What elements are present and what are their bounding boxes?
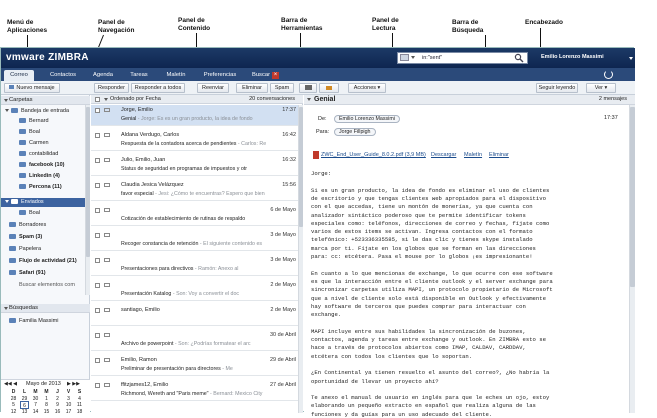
message-subject-line [121, 391, 276, 397]
folder-carmen[interactable] [19, 139, 89, 148]
conversation-count: 20 conversaciones [249, 96, 295, 102]
body-line: ¿En Continental ya tienen resuelto el asunto del correo?, ¿No habría la [311, 369, 550, 377]
folder-inbox[interactable] [5, 107, 89, 116]
message-row[interactable] [91, 130, 303, 151]
printer-icon [305, 85, 312, 90]
message-time: 17:37 [604, 115, 618, 121]
search-folder-icon [9, 318, 16, 323]
attachment-remove-link[interactable]: Eliminar [489, 152, 509, 158]
calendar-day[interactable]: 14 [32, 408, 39, 415]
list-scrollbar[interactable] [298, 105, 303, 413]
folders-header[interactable]: Carpetas [1, 96, 90, 105]
message-fragment: - Me [220, 366, 233, 372]
search-shared-link[interactable]: Buscar elementos com [19, 282, 75, 288]
envelope-icon [104, 158, 110, 162]
actions-label: Acciones [353, 85, 377, 91]
body-line: En cuanto a lo que mencionas de exchange, lo que ocurre con ese software [311, 269, 553, 277]
body-line: de escritorio y que tengas clientes web apropiados para el dispositivo [311, 194, 546, 202]
folder-icon [19, 162, 26, 167]
trash-icon [9, 246, 16, 251]
row-checkbox[interactable] [95, 283, 100, 288]
folder-label: Bernard [29, 118, 49, 124]
message-from: Jorge, Emilio [121, 107, 153, 113]
folder-label: Spam (3) [19, 234, 43, 240]
calendar-day[interactable]: 4 [78, 395, 81, 402]
message-fragment: - Son: ¿Podrías formatear el arc [173, 341, 251, 347]
search-icon[interactable] [514, 53, 524, 63]
envelope-icon [104, 383, 110, 387]
sender-label: De: [318, 116, 327, 122]
inbox-icon [11, 108, 18, 113]
navigation-panel [1, 95, 90, 413]
delete-button[interactable]: Eliminar [236, 83, 268, 93]
message-date: 16:42 [282, 132, 296, 138]
calendar-day-header: D [11, 389, 16, 395]
folder-trash[interactable] [9, 245, 89, 254]
message-date: 2 de Mayo [270, 282, 296, 288]
message-row[interactable] [91, 355, 303, 376]
calendar-month: Mayo de 2013 [26, 381, 61, 387]
view-button[interactable]: Ver ▾ [586, 83, 616, 93]
message-date: 16:32 [282, 157, 296, 163]
toolbar [1, 81, 635, 95]
chevron-down-icon [629, 57, 633, 60]
new-message-button[interactable] [4, 83, 60, 93]
calendar-day-header: S [77, 389, 82, 395]
folder-linkedin[interactable] [19, 172, 89, 181]
folder-icon [19, 173, 26, 178]
annotation-header: Encabezado [525, 19, 563, 26]
message-subject: Preliminar de presentación para directores [121, 366, 221, 372]
forward-button[interactable]: Reenviar [197, 83, 229, 93]
annotation-content-panel: Panel de Contenido [178, 17, 211, 32]
body-line: Te anexo el manual de usuario en inglés para que le eches un ojo, estoy [311, 394, 550, 402]
recipient-bubble[interactable]: Jorge Fillpigh [334, 128, 376, 136]
message-date: 2 de Mayo [270, 307, 296, 313]
message-subject-line [121, 216, 276, 222]
annotation-toolbar: Barra de Herramientas [281, 17, 323, 32]
message-fragment: - Ramón: Anexo al [193, 266, 239, 272]
scroll-thumb[interactable] [630, 107, 635, 287]
envelope-icon [104, 358, 110, 362]
folder-label: Safari (91) [19, 270, 46, 276]
folder-icon [19, 140, 26, 145]
message-row[interactable] [91, 255, 303, 276]
body-line: exchange. [311, 311, 342, 319]
row-checkbox[interactable] [95, 158, 100, 163]
message-fragment: - Son: Voy a convertir el doc [171, 291, 240, 297]
row-checkbox[interactable] [95, 208, 100, 213]
body-line: MAPI incluye entre sus habilidades la sincronización de buzones, [311, 327, 526, 335]
message-from: Aldana Verdugo, Carlos [121, 132, 180, 138]
calendar-day[interactable]: 13 [21, 408, 28, 415]
folder-facebook[interactable] [19, 161, 89, 170]
header-bar [1, 48, 635, 68]
calendar-day[interactable]: 18 [76, 408, 83, 415]
message-subject: Archivo de powerpoint [121, 341, 174, 347]
calendar-day[interactable]: 12 [10, 408, 17, 415]
body-line: elaborando un pequeño extracto en español que realiza alguna de las [311, 402, 536, 410]
calendar-day[interactable]: 6 [20, 401, 29, 409]
annotation-menu-apps: Menú de Aplicaciones [7, 19, 48, 34]
message-subject: Richmond, Wereth and "Paris meme" [121, 391, 209, 397]
calendar-next-icon[interactable]: ▶ ▶▶ [67, 381, 80, 387]
message-from: Emilio, Ramon [121, 357, 157, 363]
message-subject-line [121, 191, 276, 197]
scroll-thumb[interactable] [86, 107, 90, 257]
calendar-day-header: M [33, 389, 38, 395]
folder-drafts[interactable] [9, 221, 89, 230]
message-subject: Status de seguridad en programas de impuestos y otr [121, 166, 248, 172]
tab-agenda[interactable]: Agenda [93, 72, 113, 78]
envelope-icon [104, 283, 110, 287]
folder-icon [19, 129, 26, 134]
message-date: 27 de Abril [270, 382, 296, 388]
message-from: Claudia Jesica Velázquez [121, 182, 184, 188]
body-line: Si es un gran producto, la idea de fondo es eliminar el uso de clientes [311, 186, 550, 194]
envelope-icon [104, 308, 110, 312]
saved-search-familia[interactable] [9, 317, 89, 326]
message-date: 3 de Mayo [270, 257, 296, 263]
folder-inbox-label: Bandeja de entrada [21, 108, 70, 114]
row-checkbox[interactable] [95, 108, 100, 113]
search-input[interactable]: in:"sent" [397, 52, 528, 64]
pdf-icon [313, 151, 319, 159]
app-tabs [1, 68, 635, 81]
folder-label: Boal [29, 210, 41, 216]
tab-contactos[interactable]: Contactos [49, 72, 77, 78]
calendar-day[interactable]: 10 [65, 402, 72, 408]
folder-icon [19, 151, 26, 156]
calendar-day[interactable]: 30 [32, 395, 39, 402]
message-subject-line [121, 166, 276, 172]
reading-scrollbar[interactable] [629, 105, 635, 413]
message-subject-line [121, 341, 276, 347]
folder-label: Boal [29, 129, 41, 135]
row-checkbox[interactable] [95, 358, 100, 363]
recipient-label: Para: [316, 129, 330, 135]
folder-label: Flujo de actividad (21) [19, 258, 77, 264]
collapse-icon[interactable] [4, 307, 8, 310]
calendar-day[interactable]: 8 [45, 402, 48, 408]
message-date: 17:37 [282, 107, 296, 113]
body-line: telefónico: +523336335585, si le das clic y tienes skype instalado [311, 236, 533, 244]
refresh-icon[interactable] [604, 70, 613, 79]
calendar-day[interactable]: 2 [56, 395, 59, 402]
folder-label: Borradores [19, 222, 47, 228]
actions-button[interactable]: Acciones ▾ [348, 83, 386, 93]
calendar-day[interactable]: 7 [34, 402, 37, 408]
collapse-icon[interactable] [4, 99, 8, 102]
reading-header [304, 95, 635, 105]
search-type-icon[interactable] [400, 54, 409, 61]
row-checkbox[interactable] [95, 258, 100, 263]
attachment-name[interactable]: ZWC_End_User_Guide_8.0.2.pdf (3,9 MB) [321, 152, 426, 158]
body-line: sincronizar carpetas utiliza MAPI, un protocolo propietario de Microsoft [311, 286, 553, 294]
chevron-down-icon [411, 56, 415, 59]
user-menu[interactable]: Emilio Lorenzo Massimi [541, 54, 604, 60]
folder-spam[interactable] [9, 233, 89, 242]
folder-sent[interactable] [1, 198, 89, 207]
folder-label: Papelera [19, 246, 42, 252]
body-line: hace a través de protocolos abiertos como IMAP, CALDAV, CARDDAV, [311, 344, 526, 352]
folder-icon [19, 184, 26, 189]
row-checkbox[interactable] [95, 133, 100, 138]
reply-all-button[interactable]: Responder a todos [131, 83, 185, 93]
folder-icon [19, 210, 26, 215]
calendar-day-header: J [56, 389, 59, 395]
reading-subject: Genial [314, 96, 336, 103]
message-date: 3 de Mayo [270, 232, 296, 238]
envelope-icon [104, 108, 110, 112]
message-row[interactable] [91, 105, 303, 126]
body-line: que a nivel de cliente solo está disponible en Outlook y efectivamente [311, 294, 546, 302]
message-from: santiago, Emilio [121, 307, 160, 313]
folder-contabilidad[interactable] [19, 150, 89, 159]
calendar-day[interactable]: 3 [67, 395, 70, 402]
calendar-day[interactable]: 15 [43, 408, 50, 415]
annotation-nav-panel: Panel de Navegación [98, 19, 135, 34]
scroll-thumb[interactable] [299, 107, 303, 227]
saved-search-label: Familia Massimi [19, 318, 59, 324]
message-row[interactable] [91, 180, 303, 201]
folder-boal[interactable] [19, 128, 89, 137]
message-fragment: - Bernard: Mexico City [208, 391, 263, 397]
body-line: analizador sintáctico poderoso que te permite identificar tokens [311, 211, 526, 219]
message-date: 29 de Abril [270, 357, 296, 363]
row-checkbox[interactable] [95, 383, 100, 388]
row-checkbox[interactable] [95, 183, 100, 188]
folder-bernard[interactable] [19, 117, 89, 126]
message-date: 6 de Mayo [270, 207, 296, 213]
message-subject-line [121, 366, 276, 372]
body-line: para: cc: etcétera. Pasa el mouse por lo globos ¡es impresionante! [311, 253, 533, 260]
envelope-icon [104, 133, 110, 137]
calendar-day[interactable]: 16 [54, 408, 61, 415]
calendar-day-header: V [66, 389, 71, 395]
row-checkbox[interactable] [95, 333, 100, 338]
new-message-label: Nuevo mensaje [16, 85, 55, 91]
body-line: varios de estos items se activan. Ingresa contactos con el formato [311, 228, 533, 236]
message-row[interactable] [91, 205, 303, 226]
envelope-icon [104, 233, 110, 237]
envelope-icon [104, 333, 110, 337]
message-row[interactable] [91, 280, 303, 301]
attachment-download-link[interactable]: Descargar [431, 152, 457, 158]
expand-icon [5, 109, 9, 112]
calendar-day-header: M [44, 389, 49, 395]
message-date: 30 de Abril [270, 332, 296, 338]
calendar-day[interactable]: 11 [76, 402, 83, 408]
searches-header[interactable]: Búsquedas [1, 304, 90, 313]
attachment-briefcase-link[interactable]: Maletín [464, 152, 483, 158]
folder-icon [9, 270, 16, 275]
calendar-day[interactable]: 29 [21, 395, 28, 402]
body-line: con el que accedas, tiene un montón de monerías, ya que cuenta con [311, 203, 533, 211]
folder-label: contabilidad [29, 151, 59, 157]
mini-calendar [1, 379, 90, 413]
row-checkbox[interactable] [95, 308, 100, 313]
calendar-prev-icon[interactable]: ◀◀ ◀ [4, 381, 17, 387]
folder-icon [19, 118, 26, 123]
envelope-icon [104, 183, 110, 187]
calendar-day[interactable]: 17 [65, 408, 72, 415]
folder-sent-boal[interactable] [19, 209, 89, 218]
body-line: etcétera con todos los clientes que lo soportan. [311, 352, 473, 360]
sort-label[interactable]: Ordenado por Fecha [110, 96, 161, 102]
message-date: 15:56 [282, 182, 296, 188]
print-button[interactable] [299, 83, 317, 93]
message-subject-line [121, 116, 276, 122]
body-line: hay software de terceros que puedes comprar para interactuar con [311, 302, 526, 310]
spam-button[interactable]: Spam [270, 83, 294, 93]
calendar-day[interactable]: 28 [10, 395, 17, 402]
message-subject: Respuesta de la contadora acerca de pendientes [121, 141, 237, 147]
content-panel [91, 95, 303, 413]
message-subject-line [121, 241, 276, 247]
tab-preferencias[interactable]: Preferencias [203, 72, 237, 78]
body-line: Jorge: [311, 170, 332, 177]
calendar-day[interactable]: 1 [45, 395, 48, 402]
folder-percona[interactable] [19, 183, 89, 192]
envelope-icon [104, 258, 110, 262]
folder-activity-stream[interactable] [9, 257, 89, 266]
annotation-reading-panel: Panel de Lectura [372, 17, 399, 32]
calendar-day-header: L [22, 389, 27, 395]
folder-sent-label: Enviados [21, 199, 44, 205]
body-line: especiales como: teléfonos, direcciones de correo y fechas, fíjate como [311, 219, 550, 227]
sort-icon[interactable] [104, 98, 108, 101]
message-row[interactable] [91, 230, 303, 251]
tag-icon [326, 86, 332, 90]
spam-icon [9, 234, 16, 239]
expand-icon [5, 200, 9, 203]
body-line: funciones y da guías para un uso adecuado del cliente. [311, 410, 493, 418]
collapse-icon[interactable] [307, 98, 311, 101]
close-icon[interactable]: × [273, 72, 278, 78]
tag-button[interactable] [319, 83, 339, 93]
message-subject: Recoger constancia de retención [121, 241, 199, 247]
message-subject-line [121, 291, 276, 297]
message-subject: Cotización de establecimiento de rutinas de respaldo [121, 216, 246, 222]
folder-label: Linkedin (4) [29, 173, 60, 179]
message-subject: Genial [121, 116, 137, 122]
envelope-icon [104, 208, 110, 212]
body-line: oportunidad de llevar un proyecto ahí? [311, 377, 439, 385]
keep-reading-button[interactable]: Seguir leyendo [536, 83, 578, 93]
message-subject: Presentación Katalog [121, 291, 172, 297]
folder-label: Carmen [29, 140, 49, 146]
zimbra-window [0, 47, 634, 418]
message-row[interactable] [91, 380, 303, 401]
message-from: Julio, Emilio, Juan [121, 157, 166, 163]
message-row[interactable] [91, 330, 303, 351]
reply-button[interactable]: Responder [94, 83, 129, 93]
drafts-icon [9, 222, 16, 227]
list-header [91, 95, 303, 104]
folder-safari[interactable] [9, 269, 89, 278]
tab-tareas[interactable]: Tareas [130, 72, 148, 78]
message-row[interactable] [91, 305, 303, 326]
tab-buscar[interactable]: Buscar [251, 72, 271, 78]
message-row[interactable] [91, 155, 303, 176]
body-line: marca por ti. Fíjate en los globos que se forman en las direcciones [311, 244, 536, 252]
message-fragment: - Carlos: Re [236, 141, 267, 147]
tab-correo[interactable]: Correo [4, 70, 34, 81]
tab-maletin[interactable]: Maletín [166, 72, 186, 78]
sent-icon [11, 199, 18, 204]
message-subject-line [121, 266, 276, 272]
message-count: 2 mensajes [598, 96, 627, 102]
select-all-checkbox[interactable] [95, 97, 100, 102]
new-message-icon [9, 85, 14, 89]
calendar-day[interactable]: 9 [56, 402, 59, 408]
message-fragment: - Jesi: ¿Cómo te encuentras? Espero que bien [153, 191, 265, 197]
reading-panel [304, 95, 635, 418]
folder-label: Percona (11) [29, 184, 62, 190]
message-subject: favor especial [121, 191, 154, 197]
message-fragment: - Jorge: Es es un gran producto, la idea de fondo [136, 116, 253, 122]
sender-bubble[interactable]: Emilio Lorenzo Massimi [334, 115, 400, 123]
sidebar-scrollbar[interactable] [85, 105, 90, 295]
view-label: Ver [594, 85, 603, 91]
row-checkbox[interactable] [95, 233, 100, 238]
message-from: ffitzjames12, Emilio [121, 382, 169, 388]
app-logo: vmware ZIMBRA [6, 52, 89, 63]
body-line: es que la interacción entre el cliente outlook y el server exchange para [311, 277, 553, 285]
calendar-day[interactable]: 5 [12, 402, 15, 408]
folder-icon [9, 258, 16, 263]
body-line: contactos, agenda y tareas entre exchange y outlook. En ZIMBRA esto se [311, 336, 546, 343]
message-subject: Presentaciones para directivos [121, 266, 194, 272]
message-fragment: - El siguiente contenido es [198, 241, 263, 247]
folder-label: facebook (10) [29, 162, 65, 168]
annotation-search-bar: Barra de Búsqueda [452, 19, 484, 34]
message-subject-line [121, 141, 276, 147]
